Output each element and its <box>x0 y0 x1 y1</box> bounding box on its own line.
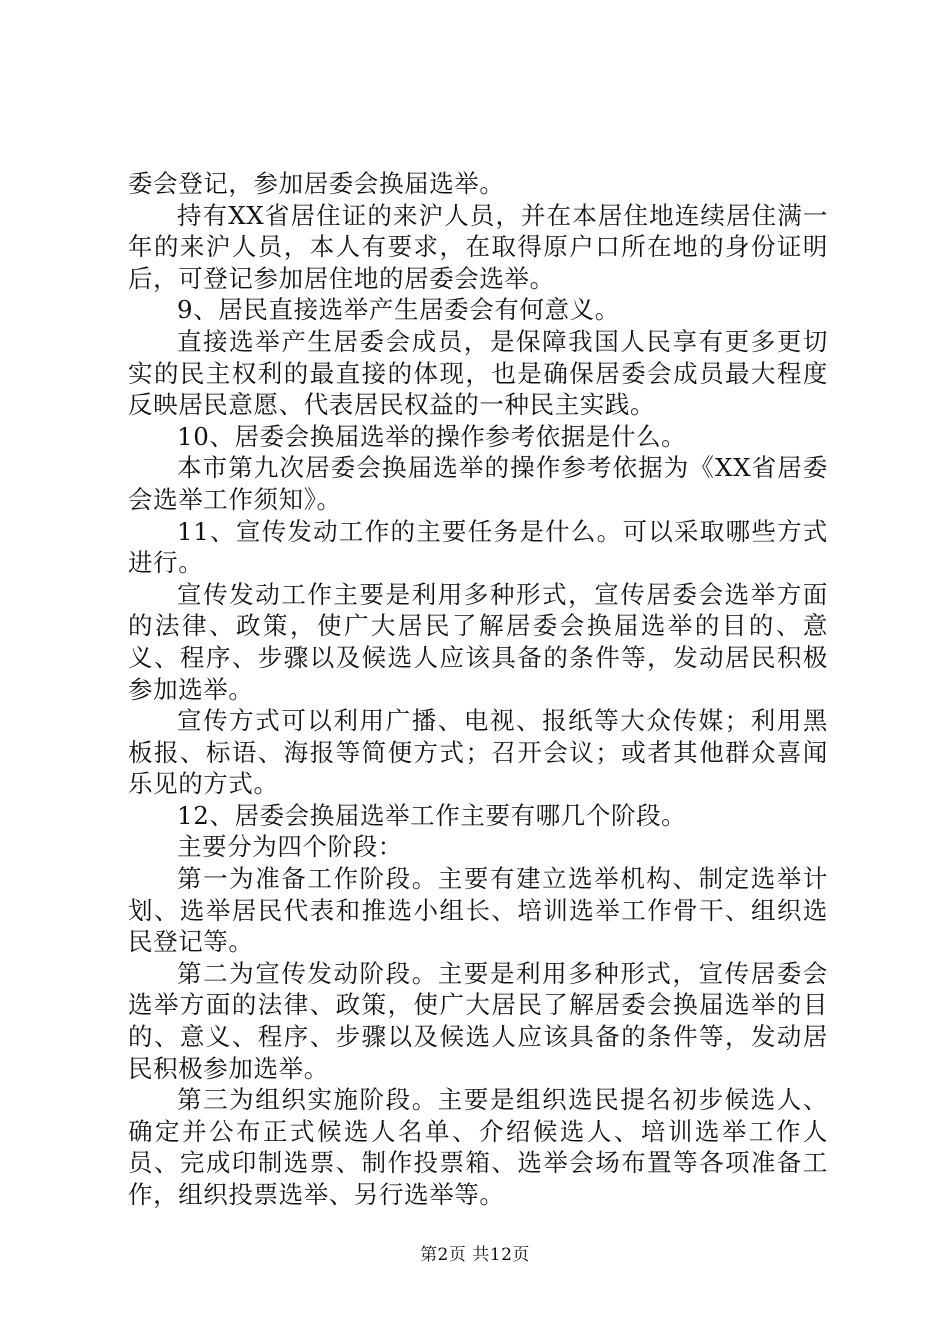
paragraph-11: 主要分为四个阶段： <box>177 832 403 862</box>
question-12: 12、居委会换届选举工作主要有哪几个阶段。 <box>177 800 687 830</box>
stage-2: 第二为宣传发动阶段。主要是利用多种形式，宣传居委会选举方面的法律、政策，使广大居民了解居委会换届选举的目的、意义、程序、步骤以及候选人应该具备的条件等，发动居民积极参加选举。 <box>128 958 828 1083</box>
paragraph-9: 宣传方式可以利用广播、电视、报纸等大众传媒；利用黑板报、标语、海报等简便方式；召开会议；或者其他群众喜闻乐见的方式。 <box>128 706 828 799</box>
paragraph-2: 持有XX省居住证的来沪人员，并在本居住地连续居住满一年的来沪人员，本人有要求，在取得原户口所在地的身份证明后，可登记参加居住地的居委会选举。 <box>128 200 828 293</box>
question-10: 10、居委会换届选举的操作参考依据是什么。 <box>177 421 687 451</box>
paragraph-8: 宣传发动工作主要是利用多种形式，宣传居委会选举方面的法律、政策，使广大居民了解居委会换届选举的目的、意义、程序、步骤以及候选人应该具备的条件等，发动居民积极参加选举。 <box>128 579 828 704</box>
paragraph-1: 委会登记，参加居委会换届选举。 <box>128 169 505 198</box>
stage-1: 第一为准备工作阶段。主要有建立选举机构、制定选举计划、选举居民代表和推选小组长、培训选举工作骨干、组织选民登记等。 <box>128 864 828 957</box>
stage-3: 第三为组织实施阶段。主要是组织选民提名初步候选人、确定并公布正式候选人名单、介绍候选人、培训选举工作人员、完成印制选票、制作投票箱、选举会场布置等各项准备工作，组织投票选举、另行选举等。 <box>128 1085 828 1209</box>
question-11: 11、宣传发动工作的主要任务是什么。可以采取哪些方式进行。 <box>128 516 828 578</box>
page-number-footer: 第2页 共12页 <box>420 1245 530 1265</box>
paragraph-6: 本市第九次居委会换届选举的操作参考依据为《XX省居委会选举工作须知》。 <box>128 453 828 514</box>
question-9: 9、居民直接选举产生居委会有何意义。 <box>177 295 620 325</box>
paragraph-4: 直接选举产生居委会成员，是保障我国人民享有更多更切实的民主权利的最直接的体现，也是确保居委会成员最大程度反映居民意愿、代表居民权益的一种民主实践。 <box>128 326 828 420</box>
document-body <box>128 168 828 1211</box>
